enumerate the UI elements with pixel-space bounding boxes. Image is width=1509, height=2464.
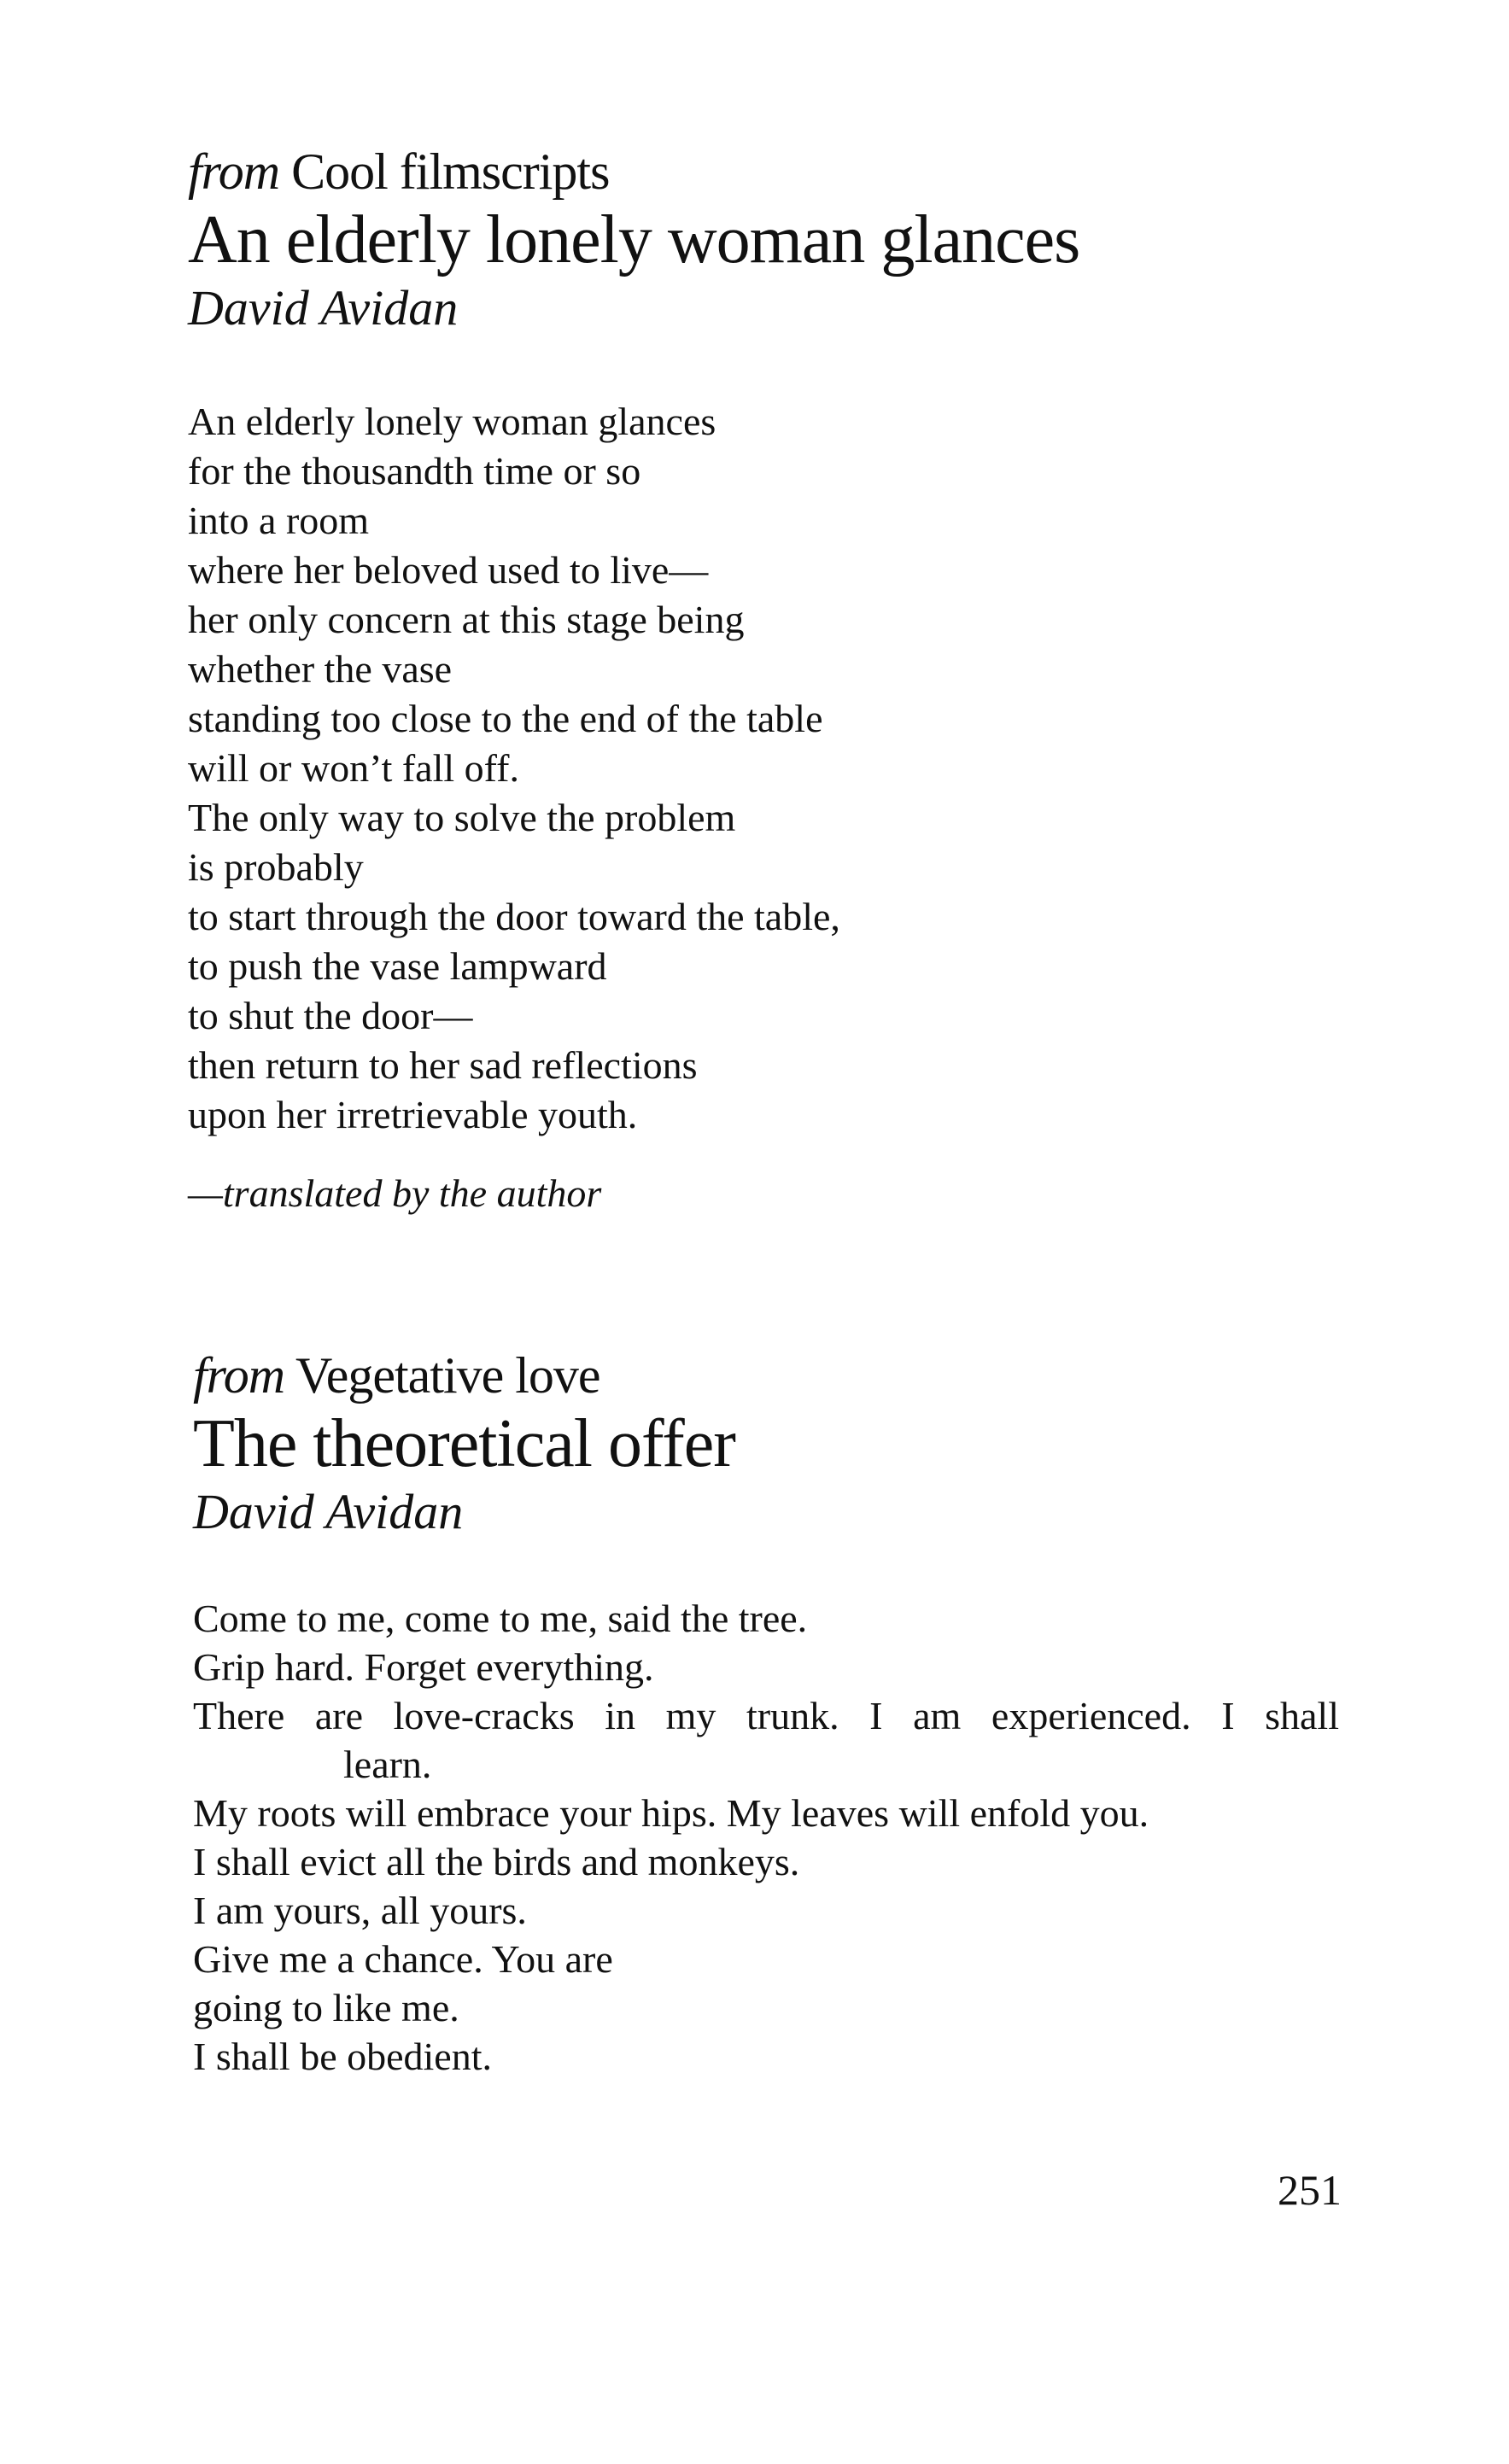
- poem-cool-filmscripts: [0, 141, 1509, 1218]
- poem-line: Come to me, come to me, said the tree.: [193, 1597, 808, 1640]
- poem-line: is probably: [188, 845, 364, 889]
- translator-note: —translated by the author: [188, 1171, 602, 1215]
- poem-title: An elderly lonely woman glances: [188, 202, 1080, 277]
- poem-line: going to like me.: [193, 1986, 459, 2029]
- poem-line: Give me a chance. You are: [193, 1937, 613, 1981]
- poem-line: An elderly lonely woman glances: [188, 400, 716, 443]
- poem-line: standing too close to the end of the table: [188, 697, 823, 740]
- poem-line: will or won’t fall off.: [188, 746, 519, 790]
- page-number: 251: [1278, 2166, 1342, 2214]
- poem-line: There are love-cracks in my trunk. I am experienced. I shall: [193, 1694, 1339, 1737]
- poem-line: I shall evict all the birds and monkeys.: [193, 1840, 800, 1883]
- poem-source-line: [193, 1345, 1509, 1406]
- poem-body: [188, 397, 1509, 1140]
- source-title: Cool filmscripts: [291, 143, 610, 200]
- poem-line: to push the vase lampward: [188, 944, 607, 988]
- poem-line: to start through the door toward the table,: [188, 895, 840, 938]
- poem-line: I am yours, all yours.: [193, 1889, 527, 1932]
- poem-line-continuation: learn.: [343, 1743, 432, 1786]
- poem-author: David Avidan: [188, 280, 459, 336]
- poem-body: [193, 1594, 1509, 2081]
- poem-line: into a room: [188, 499, 370, 542]
- from-label: from: [188, 143, 280, 200]
- poem-line: her only concern at this stage being: [188, 598, 745, 641]
- poem-line: Grip hard. Forget everything.: [193, 1645, 654, 1689]
- poem-line: I shall be obedient.: [193, 2035, 493, 2078]
- poem-line: then return to her sad reflections: [188, 1043, 698, 1087]
- poem-author: David Avidan: [193, 1484, 464, 1539]
- source-title: Vegetative love: [295, 1347, 600, 1404]
- poem-vegetative-love: [0, 1345, 1509, 2081]
- poem-line: The only way to solve the problem: [188, 796, 736, 839]
- poem-line: where her beloved used to live—: [188, 548, 709, 592]
- poem-line: to shut the door—: [188, 994, 473, 1037]
- poem-line: whether the vase: [188, 647, 453, 691]
- poem-line: upon her irretrievable youth.: [188, 1093, 638, 1136]
- poem-source-line: [188, 141, 1509, 202]
- poem-line: My roots will embrace your hips. My leaves will enfold you.: [193, 1791, 1149, 1835]
- poem-line: for the thousandth time or so: [188, 449, 641, 493]
- poem-title: The theoretical offer: [193, 1406, 735, 1481]
- from-label: from: [193, 1347, 285, 1404]
